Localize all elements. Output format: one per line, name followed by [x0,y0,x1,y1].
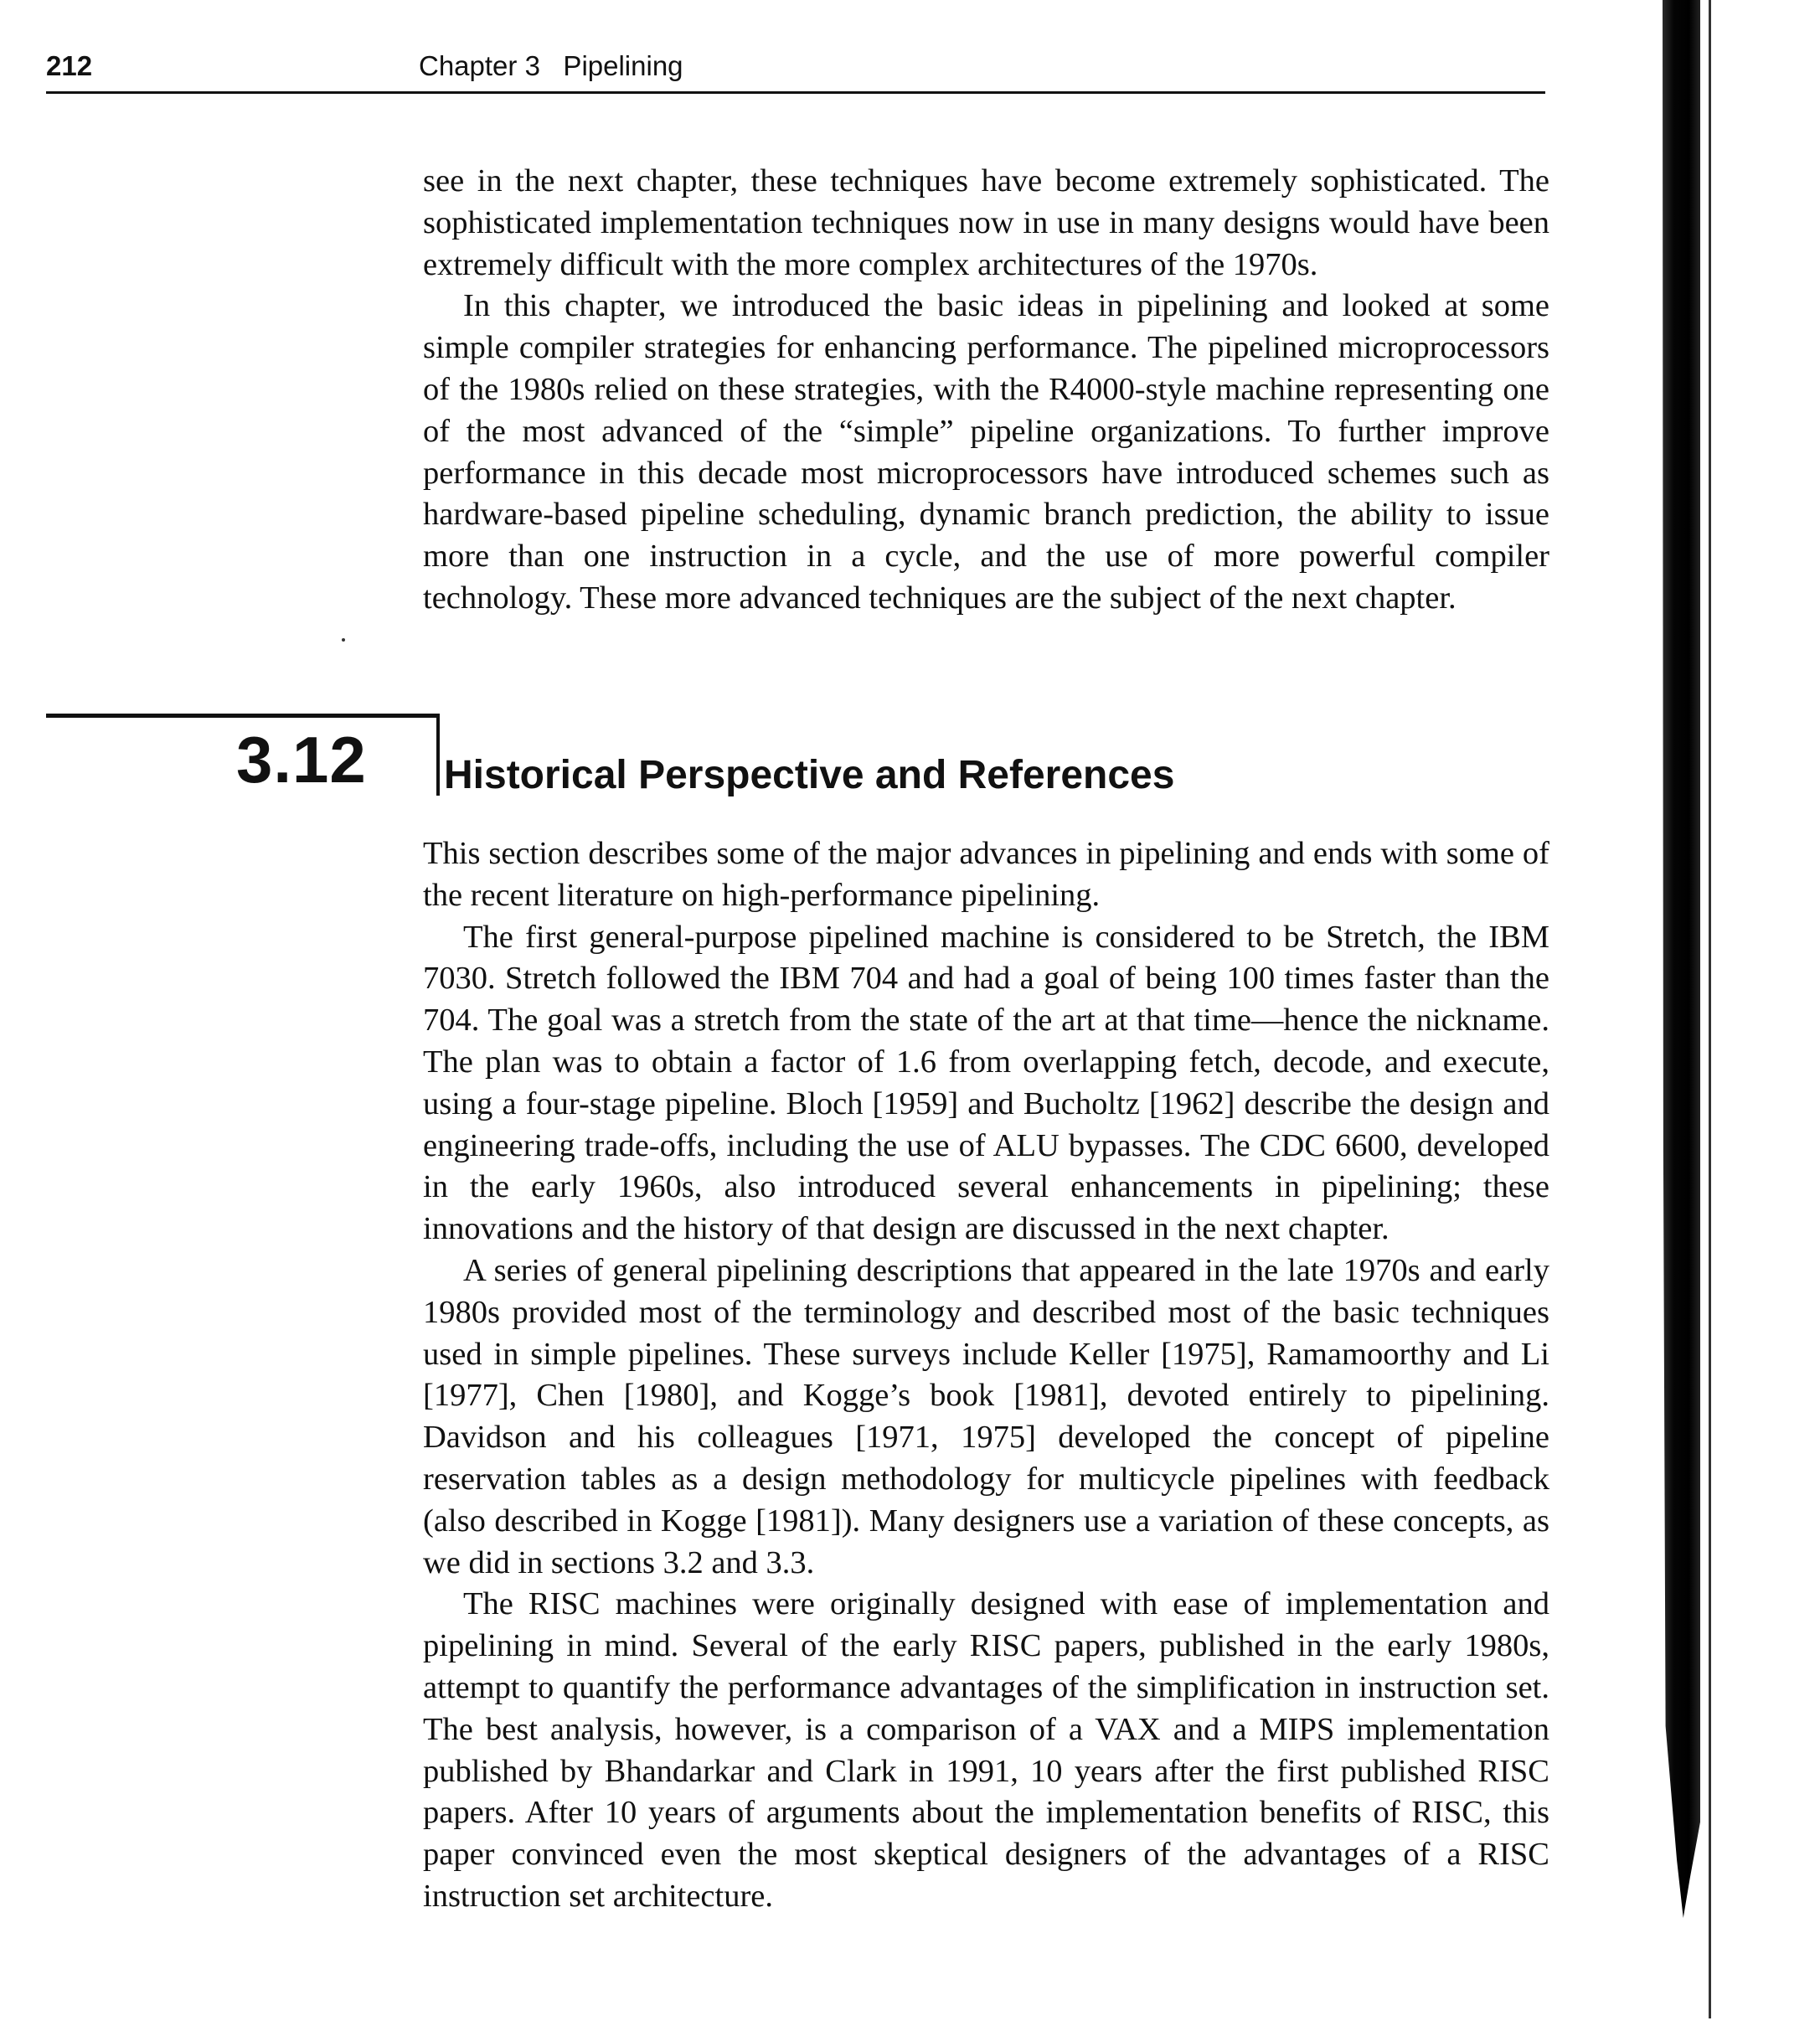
running-head: Chapter 3 Pipelining [419,50,683,81]
intro-text-block [423,161,1549,620]
paragraph: In this chapter, we introduced the basic ideas in pipelining and looked at some simple compiler strategies for enhancing performance. The pipelined microprocessors of the 1980s relied on these strategies, with the R4000-style machine representing one of the most advanced of the “simple” pipeline organizations. To further improve performance in this decade most microprocessors have introduced schemes such as hardware-based pipeline scheduling, dynamic branch prediction, the ability to issue more than one instruction in a cycle, and the use of more powerful compiler technology. These more advanced techniques are the subject of the next chapter. [423,288,1549,616]
paragraph: The first general-purpose pipelined machine is considered to be Stretch, the IBM 7030. Stretch followed the IBM 704 and had a goal of being 100 times faster than the 704. The goal was a stretch from the state of the art at that time—hence the nickname. The plan was to obtain a factor of 1.6 from overlapping fetch, decode, and execute, using a four-stage pipeline. Bloch [1959] and Bucholtz [1962] describe the design and engineering trade-offs, including the use of ALU bypasses. The CDC 6600, developed in the early 1960s, also introduced several enhancements in pipelining; these innovations and the history of that design are discussed in the next chapter. [423,919,1549,1247]
scan-edge-line [1709,0,1711,2018]
paragraph: This section describes some of the major advances in pipelining and ends with some of the recent literature on high-performance pipelining. [423,836,1549,913]
page-number: 212 [46,50,93,81]
section-rule [46,714,440,718]
stray-mark [342,638,345,642]
header-rule [46,91,1545,94]
section-number: 3.12 [236,723,367,796]
section-vertical-rule [436,714,440,796]
paragraph: The RISC machines were originally designed with ease of implementation and pipelining in mind. Several of the early RISC papers, published in the early 1980s, attempt to quantify the performance advantages of the simplification in instruction set. The best analysis, however, is a comparison of a VAX and a MIPS implementation published by Bhandarkar and Clark in 1991, 10 years after the first published RISC papers. After 10 years of arguments about the implementation benefits of RISC, this paper convinced even the most skeptical designers of the advantages of a RISC instruction set architecture. [423,1586,1549,1914]
paragraph: A series of general pipelining descriptions that appeared in the late 1970s and early 1980s provided most of the terminology and described most of the basic techniques used in simple pipelines. These surveys include Keller [1975], Ramamoorthy and Li [1977], Chen [1980], and Kogge’s book [1981], devoted entirely to pipelining. Davidson and his colleagues [1971, 1975] developed the concept of pipeline reservation tables as a design methodology for multicycle pipelines with feedback (also described in Kogge [1981]). Many designers use a variation of these concepts, as we did in sections 3.2 and 3.3. [423,1252,1549,1580]
section-text-block [423,833,1549,1918]
scan-binding-shadow [1663,0,1700,1918]
section-title: Historical Perspective and References [444,753,1175,797]
paragraph: see in the next chapter, these techniques have become extremely sophisticated. The sophisticated implementation techniques now in use in many designs would have been extremely difficult with the more complex architectures of the 1970s. [423,163,1549,282]
